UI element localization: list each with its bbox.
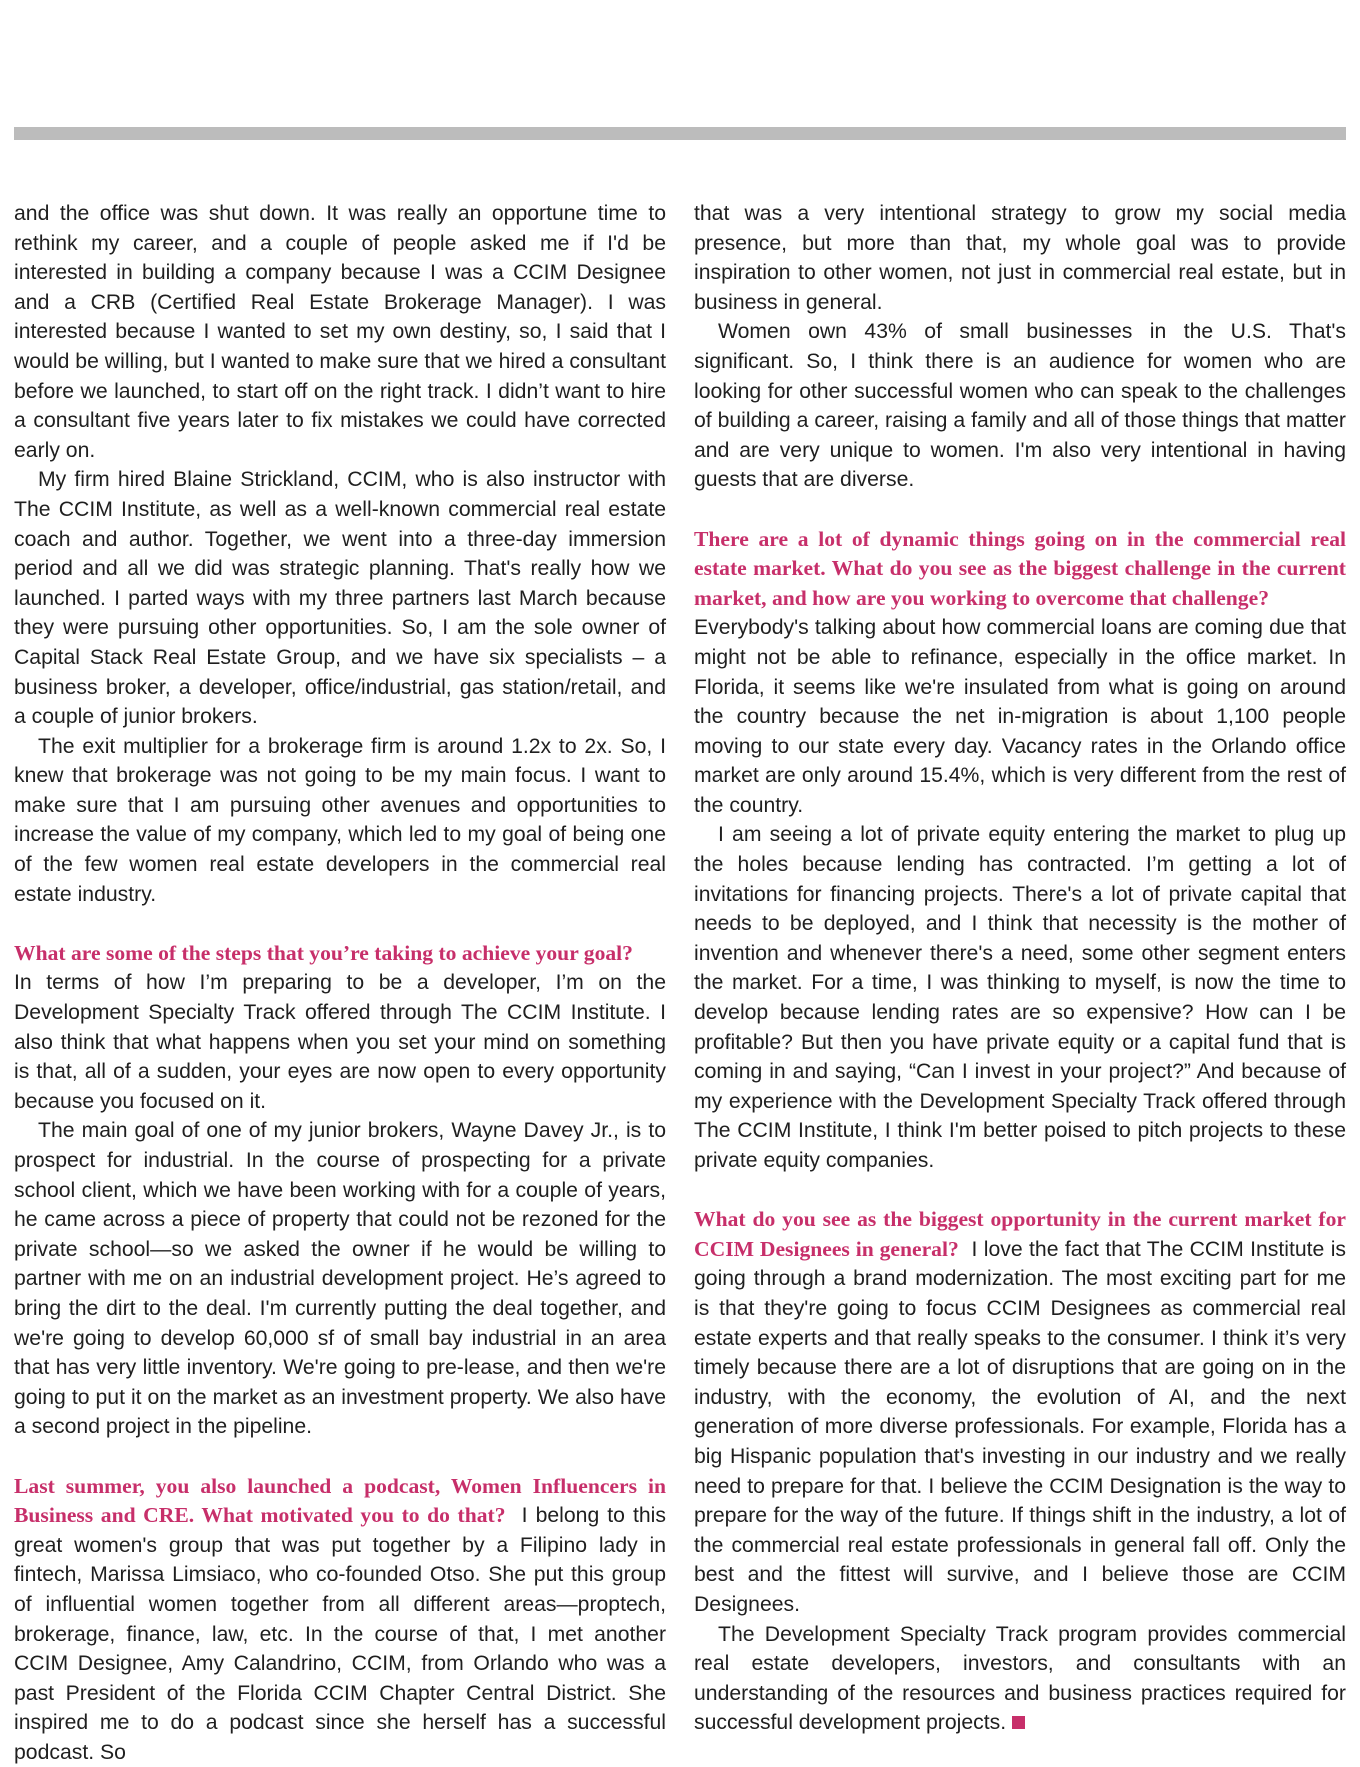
interview-answer: In terms of how I’m preparing to be a developer, I’m on the Development Specialty Track offered through The CCIM Institute. I also think that what happens when you set your mind on something is that, all of a sudden, your eyes are now open to every opportunity because you focused on it. (14, 971, 666, 1113)
interview-question: Last summer, you also launched a podcast, Women Influencers in Business and CRE. What motivated you to do that? (14, 1473, 666, 1528)
body-paragraph: and the office was shut down. It was really an opportune time to rethink my career, and a couple of people asked me if I'd be interested in building a company because I was a CCIM Designee and a CRB (Certified Real Estate Brokerage Manager). I was interested because I wanted to set my own destiny, so, I said that I would be willing, but I wanted to make sure that we hired a consultant before we launched, to start off on the right track. I didn’t want to hire a consultant five years later to fix mistakes we could have corrected early on. (14, 202, 666, 462)
interview-answer: Everybody's talking about how commercial loans are coming due that might not be able to refinance, especially in the office market. In Florida, it seems like we're insulated from what is going on around the country because the net in-migration is about 1,100 people moving to our state every day. Vacancy rates in the Orlando office market are only around 15.4%, which is very different from the rest of the country. (694, 616, 1346, 817)
body-paragraph: My firm hired Blaine Strickland, CCIM, who is also instructor with The CCIM Institute, as well as a well-known commercial real estate coach and author. Together, we went into a three-day immersion period and all we did was strategic planning. That's really how we launched. I parted ways with my three partners last March because they were pursuing other opportunities. So, I am the sole owner of Capital Stack Real Estate Group, and we have six specialists – a business broker, a developer, office/industrial, gas station/retail, and a couple of junior brokers. (14, 468, 666, 729)
body-paragraph: The exit multiplier for a brokerage firm is around 1.2x to 2x. So, I knew that brokerage was not going to be my main focus. I want to make sure that I am pursuing other avenues and opportunities to increase the value of my company, which led to my goal of being one of the few women real estate developers in the commercial real estate industry. (14, 734, 666, 906)
closing-paragraph: The Development Specialty Track program provides commercial real estate developers, investors, and consultants with an understanding of the resources and business practices required for successful development projects. (694, 1622, 1346, 1735)
body-paragraph: I am seeing a lot of private equity entering the market to plug up the holes because lending has contracted. I’m getting a lot of invitations for financing projects. There's a lot of private capital that needs to be deployed, and I think that necessity is the mother of invention and whenever there's a need, some other segment enters the market. For a time, I was thinking to myself, is now the time to develop because lending rates are so expensive? How can I be profitable? But then you have private equity or a capital fund that is coming in and saying, “Can I invest in your project?” And because of my experience with the Development Specialty Track offered through The CCIM Institute, I think I'm better poised to pitch projects to these private equity companies. (694, 823, 1346, 1172)
interview-qa (14, 1472, 666, 1767)
interview-qa (14, 939, 666, 1117)
body-paragraph: Women own 43% of small businesses in the U.S. That's significant. So, I think there is an audience for women who are looking for other successful women who can speak to the challenges of building a career, raising a family and all of those things that matter and are very unique to women. I'm also very intentional in having guests that are diverse. (694, 320, 1346, 492)
body-paragraph (694, 1620, 1346, 1738)
body-paragraph: The main goal of one of my junior brokers, Wayne Davey Jr., is to prospect for industrial. In the course of prospecting for a private school client, which we have been working with for a couple of years, he came across a piece of property that could not be rezoned for the private school—so we asked the owner if he would be willing to partner with me on an industrial development project. He’s agreed to bring the dirt to the deal. I'm currently putting the deal together, and we're going to develop 60,000 sf of small bay industrial in an area that has very little inventory. We're going to pre-lease, and then we're going to put it on the market as an investment property. We also have a second project in the pipeline. (14, 1119, 666, 1439)
article-column-right (694, 199, 1346, 1738)
end-of-article-icon (1012, 1716, 1025, 1729)
interview-answer: I belong to this great women's group that was put together by a Filipino lady in fintech, Marissa Limsiaco, who co-founded Otso. She put this group of influential women together from all different areas—proptech, brokerage, finance, law, etc. In the course of that, I met another CCIM Designee, Amy Calandrino, CCIM, from Orlando who was a past President of the Florida CCIM Chapter Central District. She inspired me to do a podcast since she herself has a successful podcast. So (14, 1504, 666, 1764)
interview-question: What do you see as the biggest opportunity in the current market for CCIM Designees in general? (694, 1207, 1346, 1261)
body-paragraph: that was a very intentional strategy to grow my social media presence, but more than that, my whole goal was to provide inspiration to other women, not just in commercial real estate, but in business in general. (694, 202, 1346, 314)
interview-question: There are a lot of dynamic things going on in the commercial real estate market. What do you see as the biggest challenge in the current market, and how are you working to overcome that challenge? (694, 526, 1346, 610)
header-rule (14, 127, 1346, 140)
interview-answer: I love the fact that The CCIM Institute is going through a brand modernization. The most exciting part for me is that they're going to focus CCIM Designees as commercial real estate experts and that really speaks to the consumer. I think it’s very timely because there are a lot of disruptions that are going on in the industry, with the economy, the evolution of AI, and the next generation of more diverse professionals. For example, Florida has a big Hispanic population that's investing in our industry and we really need to prepare for that. I believe the CCIM Designation is the way to prepare for the way of the future. If things shift in the industry, a lot of the commercial real estate professionals in general fall off. Only the best and the fittest will survive, and I believe those are CCIM Designees. (694, 1237, 1346, 1616)
interview-question: What are some of the steps that you’re taking to achieve your goal? (14, 940, 633, 965)
interview-qa (694, 525, 1346, 821)
interview-qa (694, 1205, 1346, 1619)
article-column-left (14, 199, 666, 1767)
